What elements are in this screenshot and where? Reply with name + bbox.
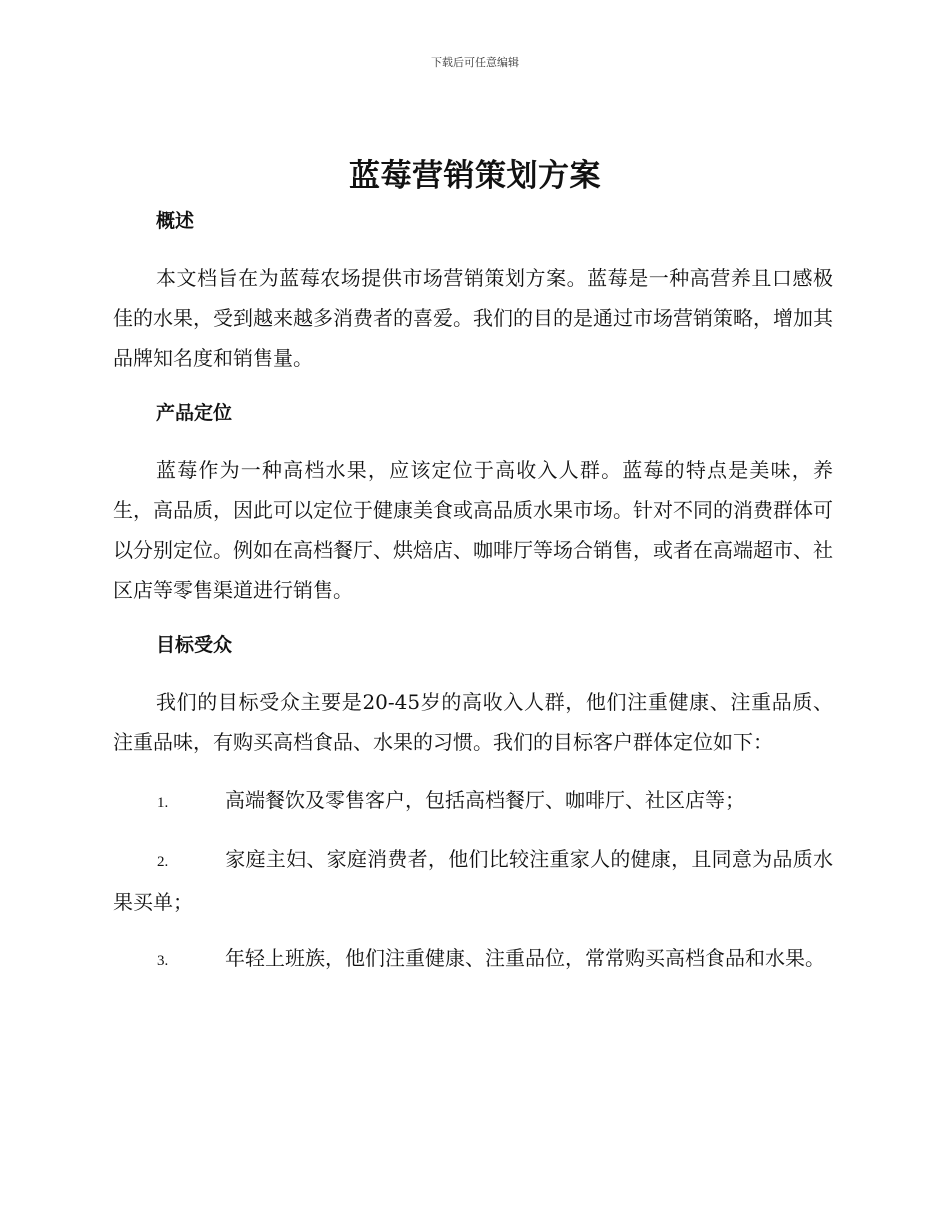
list-item-number: 1.	[157, 795, 169, 811]
document-title: 蓝莓营销策划方案	[349, 158, 601, 194]
list-item	[113, 780, 833, 823]
list-item	[113, 839, 833, 922]
section-paragraph-audience: 我们的目标受众主要是20-45岁的高收入人群，他们注重健康、注重品质、注重品味，有购买高档食品、水果的习惯。我们的目标客户群体定位如下：	[113, 690, 833, 754]
section-paragraph-overview: 本文档旨在为蓝莓农场提供市场营销策划方案。蓝莓是一种高营养且口感极佳的水果，受到越来越多消费者的喜爱。我们的目的是通过市场营销策略，增加其品牌知名度和销售量。	[113, 266, 833, 370]
document-body	[113, 204, 833, 997]
list-item-text: 年轻上班族，他们注重健康、注重品位，常常购买高档食品和水果。	[225, 946, 825, 970]
list-item-number: 3.	[157, 953, 169, 969]
list-item-text: 家庭主妇、家庭消费者，他们比较注重家人的健康，且同意为品质水果买单；	[113, 847, 833, 914]
list-item-number: 2.	[157, 854, 169, 870]
section-heading-positioning: 产品定位	[156, 402, 233, 424]
list-item-text: 高端餐饮及零售客户，包括高档餐厅、咖啡厅、社区店等；	[225, 788, 745, 812]
audience-list	[113, 780, 833, 981]
list-item	[113, 938, 833, 981]
section-heading-overview: 概述	[156, 210, 195, 232]
header-note: 下载后可任意编辑	[431, 56, 519, 69]
section-heading-audience: 目标受众	[156, 634, 233, 656]
section-paragraph-positioning: 蓝莓作为一种高档水果，应该定位于高收入人群。蓝莓的特点是美味，养生，高品质，因此可以定位于健康美食或高品质水果市场。针对不同的消费群体可以分别定位。例如在高档餐厅、烘焙店、咖啡厅等场合销售，或者在高端超市、社区店等零售渠道进行销售。	[113, 458, 833, 602]
